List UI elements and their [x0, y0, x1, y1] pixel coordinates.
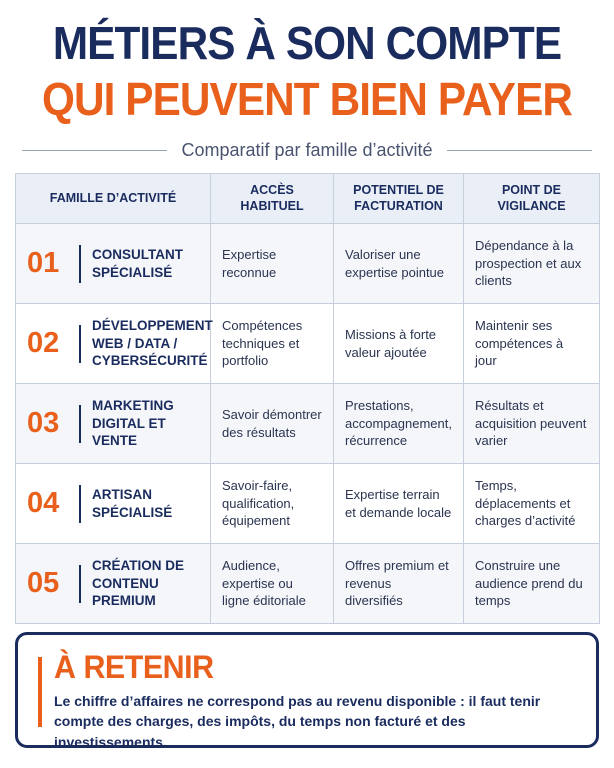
comparison-table [15, 173, 600, 624]
accent-bar [38, 657, 42, 727]
table-row [16, 464, 600, 544]
column-header-vigilance: POINT DE VIGILANCE [464, 174, 600, 224]
divider-right [447, 150, 592, 151]
row-number: 01 [27, 246, 60, 279]
row-number: 04 [27, 486, 60, 519]
row-divider-bar [79, 245, 81, 283]
row-divider-bar [79, 565, 81, 603]
acces-cell: Compétences techniques et portfolio [211, 304, 334, 384]
row-number: 03 [27, 406, 60, 439]
vigilance-cell: Maintenir ses compétences à jour [464, 304, 600, 384]
takeaway-title: À RETENIR [54, 649, 214, 685]
takeaway-text: Le chiffre d’affaires ne correspond pas au revenu disponible : il faut tenir compte des charges, des impôts, du temps non facturé et des investissements. [54, 693, 541, 750]
table-row [16, 304, 600, 384]
famille-label: ARTISAN SPÉCIALISÉ [92, 486, 173, 520]
page-title: MÉTIERS À SON COMPTE [52, 17, 562, 69]
divider-left [22, 150, 167, 151]
famille-cell [16, 464, 211, 544]
vigilance-cell: Dépendance à la prospection et aux clients [464, 224, 600, 304]
acces-cell: Savoir démontrer des résultats [211, 384, 334, 464]
page-subtitle: Comparatif par famille d’activité [181, 139, 433, 160]
acces-cell: Savoir-faire, qualification, équipement [211, 464, 334, 544]
famille-cell [16, 544, 211, 624]
column-header-potentiel: POTENTIEL DE FACTURATION [334, 174, 464, 224]
potentiel-cell: Prestations, accompagnement, récurrence [334, 384, 464, 464]
table-row [16, 544, 600, 624]
vigilance-cell: Construire une audience prend du temps [464, 544, 600, 624]
famille-cell [16, 224, 211, 304]
subtitle-row [22, 136, 592, 164]
table-header-row [16, 174, 600, 224]
row-number: 05 [27, 566, 60, 599]
potentiel-cell: Valoriser une expertise pointue [334, 224, 464, 304]
key-takeaway-box [15, 632, 599, 748]
vigilance-cell: Résultats et acquisition peuvent varier [464, 384, 600, 464]
famille-label: CRÉATION DE CONTENU PREMIUM [92, 558, 185, 609]
row-divider-bar [79, 405, 81, 443]
column-header-famille: FAMILLE D’ACTIVITÉ [16, 174, 211, 224]
table-row [16, 224, 600, 304]
potentiel-cell: Missions à forte valeur ajoutée [334, 304, 464, 384]
vigilance-cell: Temps, déplacements et charges d’activité [464, 464, 600, 544]
table-row [16, 384, 600, 464]
acces-cell: Audience, expertise ou ligne éditoriale [211, 544, 334, 624]
famille-cell [16, 304, 211, 384]
row-divider-bar [79, 325, 81, 363]
row-divider-bar [79, 485, 81, 523]
potentiel-cell: Expertise terrain et demande locale [334, 464, 464, 544]
famille-cell [16, 384, 211, 464]
famille-label: DÉVELOPPEMENT WEB / DATA / CYBERSÉCURITÉ [92, 318, 213, 369]
famille-label: MARKETING DIGITAL ET VENTE [92, 398, 174, 449]
page-title-highlight: QUI PEUVENT BIEN PAYER [41, 73, 573, 125]
row-number: 02 [27, 326, 60, 359]
famille-label: CONSULTANT SPÉCIALISÉ [92, 246, 183, 280]
acces-cell: Expertise reconnue [211, 224, 334, 304]
column-header-acces: ACCÈS HABITUEL [211, 174, 334, 224]
potentiel-cell: Offres premium et revenus diversifiés [334, 544, 464, 624]
